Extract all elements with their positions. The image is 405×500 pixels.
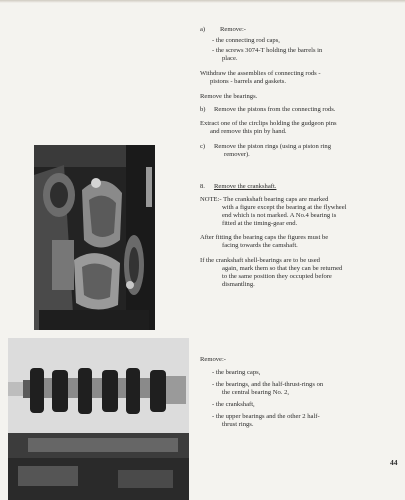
step-a-marker: a) [200, 26, 206, 33]
if-reused-line: again, mark them so that they can be returned [222, 265, 343, 272]
list-item: - the bearings, and the half-thrust-rings on [212, 381, 324, 388]
step-b-marker: b) [200, 106, 206, 113]
step-a-title: Remove:- [220, 26, 247, 33]
list-item-text: the connecting rod caps, [215, 37, 280, 44]
section-8-title: Remove the crankshaft. [214, 183, 277, 190]
list-item-continuation: the central bearing No. 2, [222, 389, 290, 396]
after-fitting-line: facing towards the camshaft. [222, 242, 298, 249]
step-b-text: Remove the pistons from the connecting rods. [214, 106, 336, 113]
page-top-edge [0, 0, 405, 3]
withdraw-line: Withdraw the assemblies of connecting rods - [200, 70, 321, 77]
list-item-continuation: place. [222, 55, 238, 62]
step-c-line: Remove the piston rings (using a piston ring [214, 143, 332, 150]
list-item-continuation: thrust rings. [222, 421, 254, 428]
section-8-number: 8. [200, 183, 205, 190]
after-fitting-line: After fitting the bearing caps the figures must be [200, 234, 329, 241]
circlips-line: and remove this pin by hand. [210, 128, 287, 135]
list-item-text: the bearings, and the half-thrust-rings on [215, 381, 324, 388]
list-item-text: the bearing caps, [215, 369, 261, 376]
list-item-text: the upper bearings and the other 2 half- [215, 413, 320, 420]
if-reused-line: dismantling. [222, 281, 255, 288]
list-item: - the upper bearings and the other 2 half- [212, 413, 320, 420]
if-reused-line: If the crankshaft shell-bearings are to be used [200, 257, 320, 264]
note-line: with a figure except the bearing at the flywheel [222, 204, 347, 211]
list-item-text: the crankshaft, [215, 401, 255, 408]
note-line: fitted at the timing-gear end. [222, 220, 298, 227]
step-c-line: remover). [224, 151, 250, 158]
note-line: NOTE:- The crankshaft bearing caps are marked [200, 196, 329, 203]
crankshaft-photo [8, 338, 189, 500]
list-item: - the crankshaft, [212, 401, 255, 408]
remove-bearings: Remove the bearings. [200, 93, 258, 100]
bearing-caps-photo [34, 145, 155, 330]
list-item: - the connecting rod caps, [212, 37, 280, 44]
remove-list-title: Remove:- [200, 356, 227, 363]
list-item: - the bearing caps, [212, 369, 261, 376]
page-number: 44 [390, 458, 398, 467]
step-c-marker: c) [200, 143, 206, 150]
list-item-text: the screws 3074-T holding the barrels in [215, 47, 323, 54]
note-line: end which is not marked. A No.4 bearing is [222, 212, 337, 219]
if-reused-line: to the same position they occupied before [222, 273, 332, 280]
circlips-line: Extract one of the circlips holding the gudgeon pins [200, 120, 337, 127]
list-item: - the screws 3074-T holding the barrels in [212, 47, 323, 54]
withdraw-line: pistons - barrels and gaskets. [210, 78, 286, 85]
